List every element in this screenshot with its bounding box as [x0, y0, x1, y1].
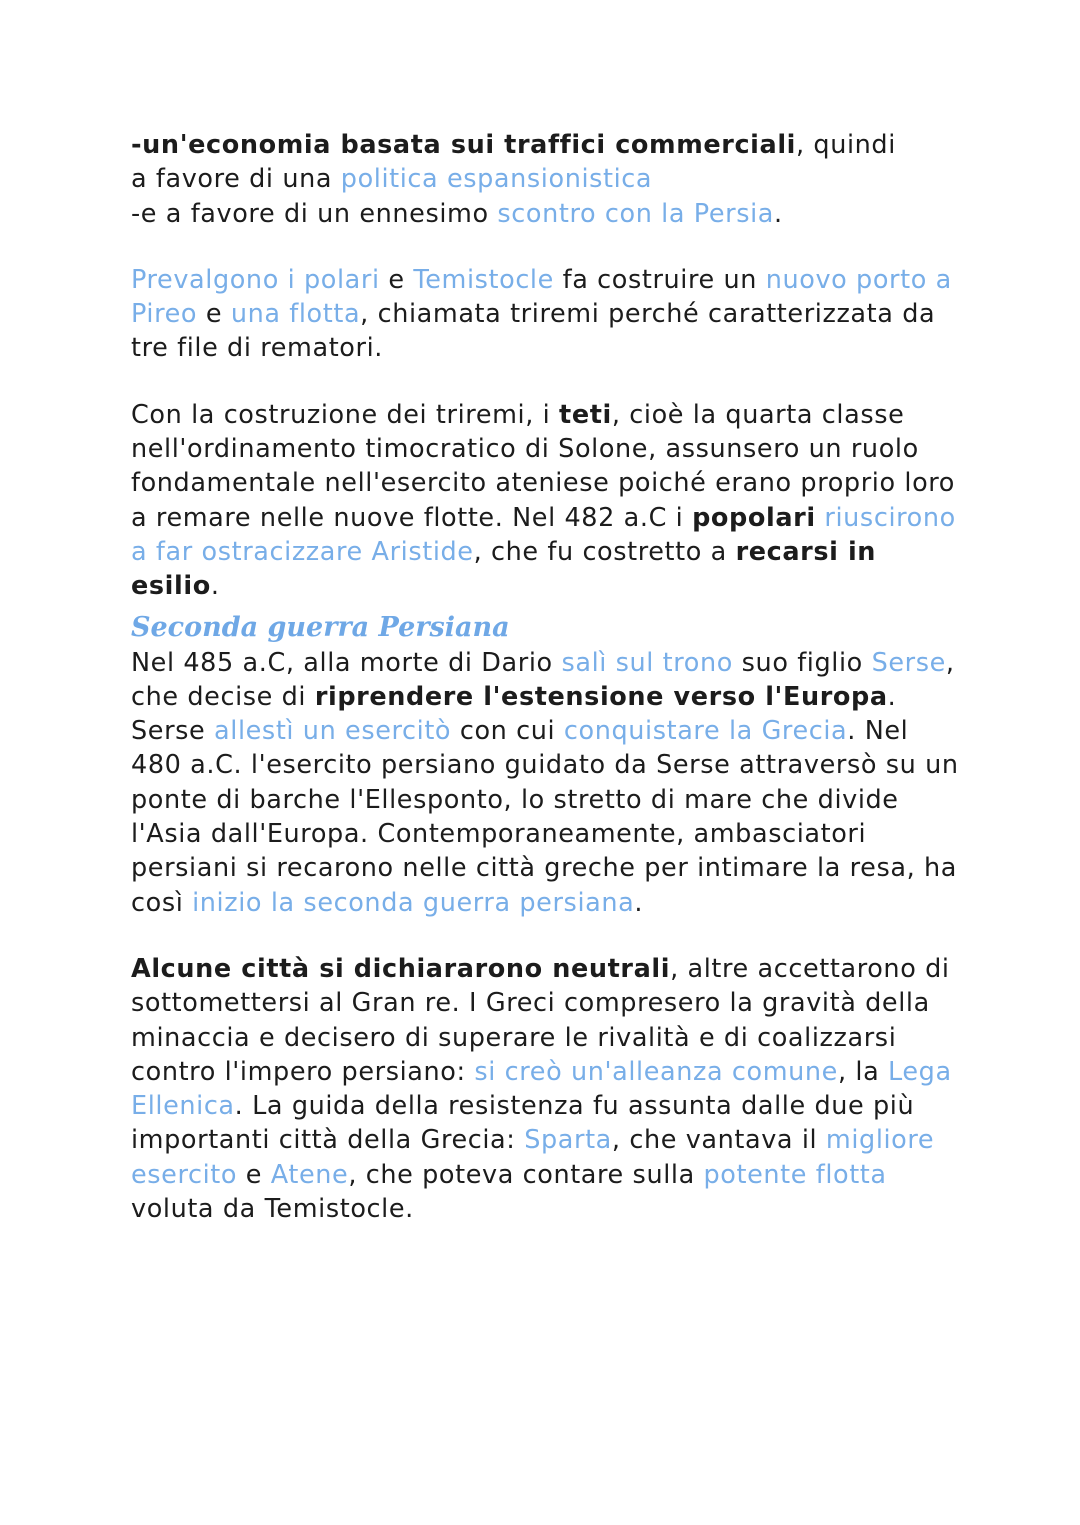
text: e — [379, 264, 414, 295]
text-bold: riprendere l'estensione verso l'Europa — [314, 681, 888, 712]
text: Nel 485 a.C, alla morte di Dario — [131, 647, 562, 678]
text-highlight: salì sul trono — [561, 647, 733, 678]
text-highlight: Atene — [270, 1159, 349, 1190]
text-highlight: inizio la seconda guerra persiana — [192, 887, 635, 918]
text-highlight: nuovo porto a Pireo — [131, 264, 952, 330]
text-highlight: una flotta — [230, 299, 361, 330]
text: , cioè la quarta classe nell'ordinamento timocratico di Solone, assunsero un ruolo fondamentale nell'esercito ateniese poiché erano proprio loro a remare nelle nuove flotte. Nel 482 a.C i — [131, 399, 955, 533]
text-bold: recarsi in esilio — [131, 536, 877, 602]
text: , che fu costretto a — [473, 536, 736, 567]
text-highlight: Temistocle — [413, 264, 554, 295]
text-highlight: Prevalgono i polari — [131, 264, 380, 295]
text-highlight: Serse — [871, 647, 946, 678]
section-heading: Seconda guerra Persiana — [131, 611, 510, 643]
text-highlight: migliore esercito — [131, 1125, 935, 1190]
text: , la — [837, 1056, 889, 1087]
text: . La guida della resistenza fu assunta dalle due più importanti città della Grecia: — [131, 1091, 915, 1156]
text-bold: Alcune città si dichiararono neutrali — [131, 953, 671, 984]
paragraph-temistocle — [131, 263, 961, 366]
text-highlight: scontro con la Persia — [497, 198, 775, 229]
text-highlight: si creò un'alleanza comune — [474, 1056, 838, 1087]
text: fa costruire un — [553, 264, 766, 295]
text-bold: teti — [559, 399, 612, 430]
text: , che vantava il — [611, 1125, 826, 1156]
text: a favore di una — [131, 164, 341, 195]
text: con cui — [451, 716, 564, 747]
text-highlight: riuscirono a far ostracizzare Aristide — [131, 502, 956, 567]
text: . Serse — [131, 681, 897, 747]
paragraph-triremi — [131, 398, 961, 604]
text: e — [197, 299, 231, 330]
text: -e a favore di un ennesimo — [131, 198, 498, 229]
text: , che poteva contare sulla — [348, 1159, 704, 1190]
text-highlight: Sparta — [524, 1125, 612, 1156]
notes-content — [131, 128, 961, 1226]
text: , quindi — [796, 130, 896, 160]
text: , che decise di — [131, 647, 955, 712]
text-highlight: allestì un esercitò — [214, 716, 452, 747]
paragraph-serse — [131, 646, 961, 920]
text: , chiamata triremi perché caratterizzata da tre file di rematori. — [131, 299, 936, 364]
text: , altre accettarono di sottomettersi al Gran re. I Greci compresero la gravità della minaccia e decisero di superare le rivalità e di coalizzarsi contro l'impero persiano: — [131, 953, 950, 1087]
text-highlight: Lega Ellenica — [131, 1056, 952, 1122]
text: . — [774, 198, 783, 229]
text: suo figlio — [732, 647, 872, 678]
text: Con la costruzione dei triremi, i — [131, 399, 560, 430]
text-highlight: politica espansionistica — [340, 164, 653, 195]
paragraph-economy — [131, 128, 961, 231]
text: voluta da Temistocle. — [131, 1194, 414, 1225]
paragraph-lega-ellenica — [131, 952, 961, 1226]
text-bold: -un'economia basata sui traffici commerciali — [131, 130, 796, 160]
text-bold: popolari — [692, 502, 816, 533]
text: e — [237, 1159, 271, 1190]
text-highlight: conquistare la Grecia — [563, 716, 848, 747]
text: . — [634, 887, 644, 918]
text: . — [210, 571, 220, 602]
text-highlight: potente flotta — [703, 1159, 887, 1190]
text: . Nel 480 a.C. l'esercito persiano guidato da Serse attraversò su un ponte di barche l'Ellesponto, lo stretto di mare che divide l'Asia dall'Europa. Contemporaneamente, ambasciatori persiani si recarono nelle città greche per intimare la resa, ha così — [131, 716, 959, 918]
